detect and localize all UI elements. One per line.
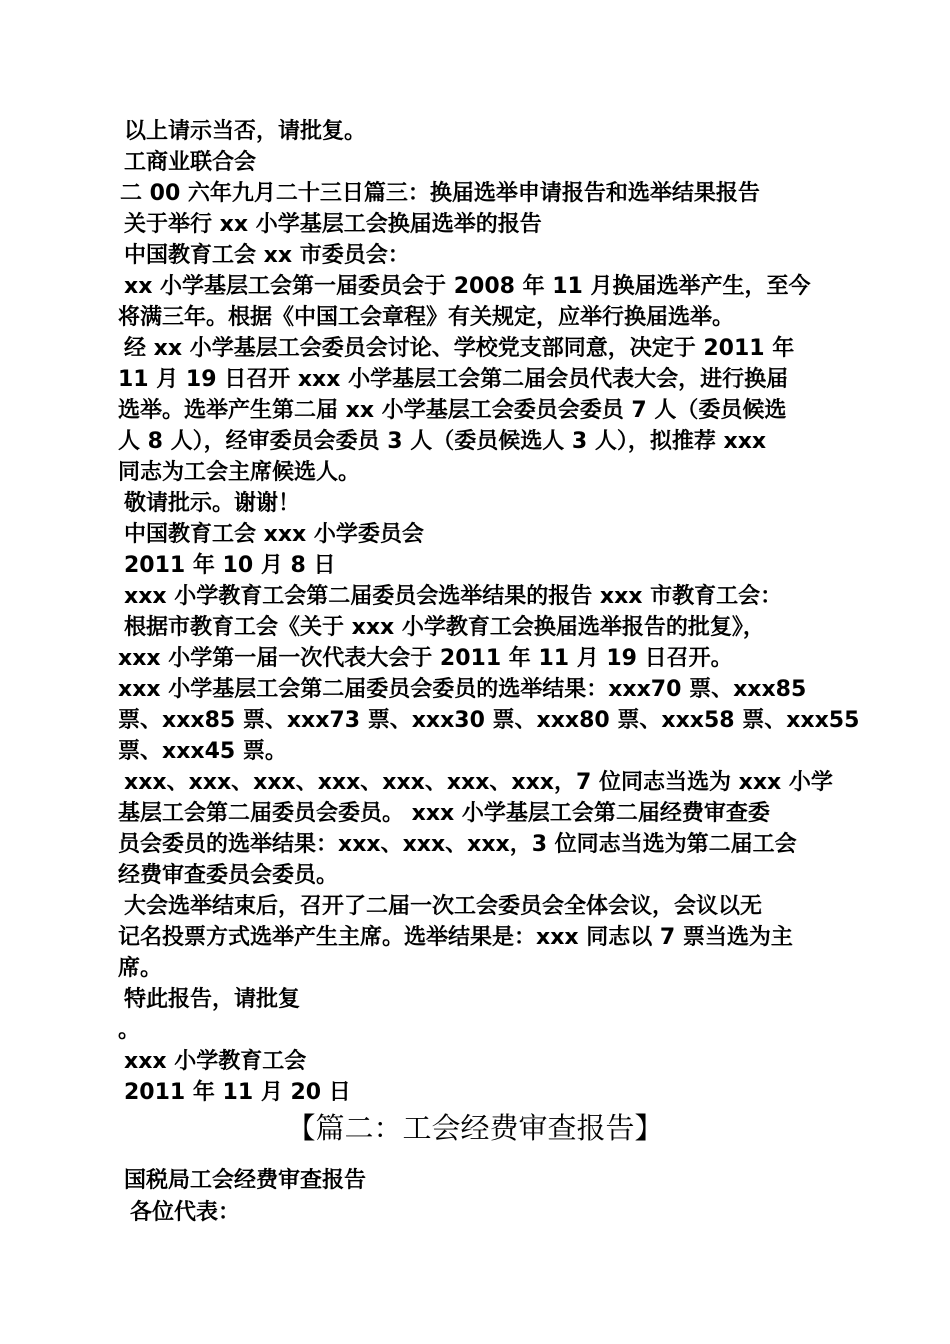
text-line: 以上请示当否，请批复。	[124, 119, 367, 144]
text-line: 11 月 19 日召开 xxx 小学基层工会第二届会员代表大会，进行换届	[118, 367, 789, 392]
text-line: 席。	[118, 956, 163, 981]
text-line: 票、xxx85 票、xxx73 票、xxx30 票、xxx80 票、xxx58 票、xxx55	[118, 708, 860, 733]
text-line: 同志为工会主席候选人。	[118, 460, 361, 485]
text-line: 关于举行 xx 小学基层工会换届选举的报告	[124, 212, 542, 237]
text-line: 。	[118, 1018, 141, 1043]
text-line: 2011 年 11 月 20 日	[124, 1080, 351, 1105]
text-line: xxx 小学基层工会第二届委员会委员的选举结果：xxx70 票、xxx85	[118, 677, 807, 702]
salutation: 各位代表：	[130, 1200, 241, 1225]
text-line: 经费审查委员会委员。	[118, 863, 339, 888]
text-line: xx 小学基层工会第一届委员会于 2008 年 11 月换届选举产生，至今	[124, 274, 811, 299]
text-line: xxx 小学第一届一次代表大会于 2011 年 11 月 19 日召开。	[118, 646, 733, 671]
text-line: 人 8 人），经审委员会委员 3 人（委员候选人 3 人），拟推荐 xxx	[118, 429, 767, 454]
text-line: 员会委员的选举结果：xxx、xxx、xxx，3 位同志当选为第二届工会	[118, 832, 797, 857]
text-line: 大会选举结束后，召开了二届一次工会委员会全体会议，会议以无	[124, 894, 763, 919]
text-line: 选举。选举产生第二届 xx 小学基层工会委员会委员 7 人（委员候选	[118, 398, 787, 423]
text-line: xxx、xxx、xxx、xxx、xxx、xxx、xxx，7 位同志当选为 xxx 小学	[124, 770, 833, 795]
text-line: 根据市教育工会《关于 xxx 小学教育工会换届选举报告的批复》，	[124, 615, 765, 640]
text-line: 中国教育工会 xxx 小学委员会	[124, 522, 424, 547]
text-line: 2011 年 10 月 8 日	[124, 553, 336, 578]
text-line: 经 xx 小学基层工会委员会讨论、学校党支部同意，决定于 2011 年	[124, 336, 795, 361]
text-line: 二 00 六年九月二十三日篇三：换届选举申请报告和选举结果报告	[120, 181, 760, 206]
text-line: 敬请批示。谢谢！	[124, 491, 301, 516]
text-line: 基层工会第二届委员会委员。 xxx 小学基层工会第二届经费审查委	[118, 801, 770, 826]
text-line: 特此报告，请批复	[124, 987, 301, 1012]
text-line: xxx 小学教育工会	[124, 1049, 307, 1074]
report-title: 国税局工会经费审查报告	[124, 1168, 367, 1193]
text-line: 将满三年。根据《中国工会章程》有关规定，应举行换届选举。	[118, 305, 735, 330]
text-line: 工商业联合会	[124, 150, 257, 175]
text-line: 中国教育工会 xx 市委员会：	[124, 243, 410, 268]
text-line: 票、xxx45 票。	[118, 739, 287, 764]
text-line: 记名投票方式选举产生主席。选举结果是：xxx 同志以 7 票当选为主	[118, 925, 793, 950]
section-heading: 【篇二：工会经费审查报告】	[286, 1111, 664, 1145]
text-line: xxx 小学教育工会第二届委员会选举结果的报告 xxx 市教育工会：	[124, 584, 783, 609]
